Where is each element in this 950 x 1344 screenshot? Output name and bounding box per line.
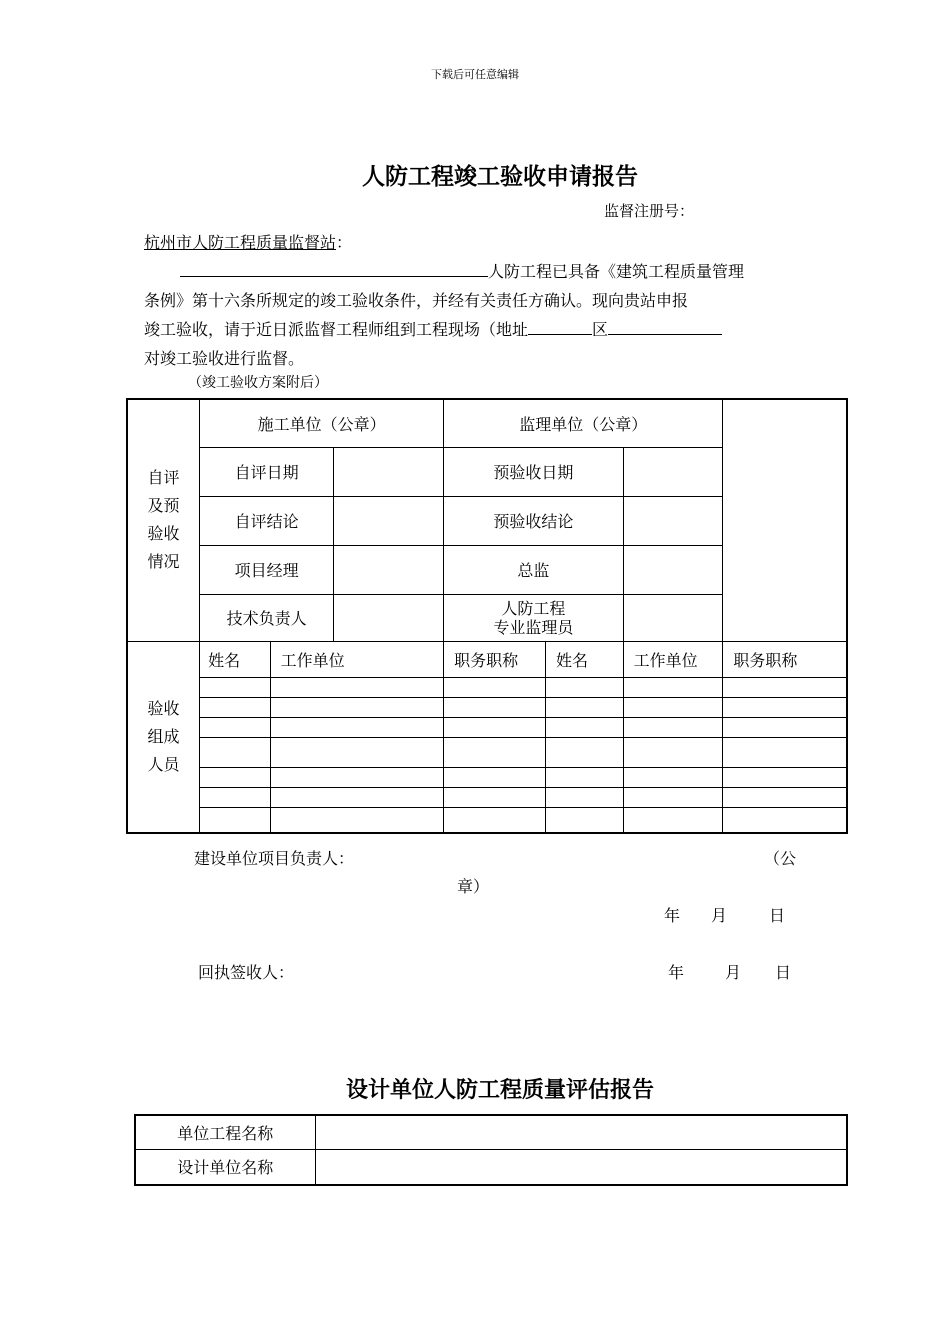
chief-supervisor-label: 总监 (444, 545, 623, 594)
self-eval-date-value[interactable] (334, 447, 444, 496)
design-unit-name-value[interactable] (315, 1149, 847, 1185)
chief-supervisor-value[interactable] (623, 545, 723, 594)
member-row (127, 787, 847, 807)
report2-title: 设计单位人防工程质量评估报告 (345, 1077, 654, 1103)
date1-month: 月 (711, 906, 728, 925)
date2-year: 年 (668, 963, 685, 982)
project-name-value[interactable] (315, 1115, 847, 1149)
member-row (127, 737, 847, 767)
header-note: 下载后可任意编辑 (431, 68, 519, 81)
date2-day: 日 (775, 963, 792, 982)
contractor-seal-header: 施工单位（公章） (200, 399, 444, 447)
district-label: 区 (592, 320, 609, 339)
registration-number-label: 监督注册号： (604, 202, 695, 220)
body-line-3 (144, 317, 722, 340)
technical-lead-value[interactable] (334, 594, 444, 641)
pre-acceptance-conclusion-label: 预验收结论 (444, 496, 623, 545)
member-unit-header-1: 工作单位 (270, 641, 443, 677)
address-blank[interactable] (528, 320, 592, 335)
member-row (127, 767, 847, 787)
acceptance-members-section-label: 验收 组成 人员 (127, 641, 200, 833)
self-eval-conclusion-value[interactable] (334, 496, 444, 545)
project-name-label: 单位工程名称 (135, 1115, 315, 1149)
body-line-1-text: 人防工程已具备《建筑工程质量管理 (488, 262, 745, 281)
design-unit-name-label: 设计单位名称 (135, 1149, 315, 1185)
project-manager-value[interactable] (334, 545, 444, 594)
member-row (127, 677, 847, 697)
pre-acceptance-date-label: 预验收日期 (444, 447, 623, 496)
pre-acceptance-date-value[interactable] (623, 447, 723, 496)
self-eval-date-label: 自评日期 (200, 447, 334, 496)
body-line-4: 对竣工验收进行监督。 (144, 349, 305, 368)
addressee (144, 230, 352, 253)
page-title: 人防工程竣工验收申请报告 (362, 163, 638, 190)
member-row (127, 717, 847, 737)
body-line-3-text: 竣工验收，请于近日派监督工程师组到工程现场（地址 (144, 320, 529, 339)
member-title-header-2: 职务职称 (723, 641, 847, 677)
addressee-colon: ： (336, 233, 353, 252)
receipt-signer-label: 回执签收人： (198, 963, 295, 982)
project-manager-label: 项目经理 (200, 545, 334, 594)
body-line-2: 条例》第十六条所规定的竣工验收条件，并经有关责任方确认。现向贵站申报 (144, 291, 689, 310)
attachment-note: （竣工验收方案附后） (188, 375, 328, 391)
member-row (127, 807, 847, 833)
body-line-1 (180, 259, 744, 282)
self-evaluation-section-label: 自评 及预 验收 情况 (127, 399, 200, 641)
member-row (127, 697, 847, 717)
member-name-header-1: 姓名 (200, 641, 271, 677)
seal-note-part2: 章） (457, 877, 490, 896)
civil-defense-supervisor-label: 人防工程 专业监理员 (444, 594, 623, 641)
seal-note-part1: （公 (764, 849, 797, 868)
design-unit-assessment-table (134, 1114, 848, 1186)
member-unit-header-2: 工作单位 (623, 641, 723, 677)
date2-month: 月 (725, 963, 742, 982)
acceptance-application-table (126, 398, 848, 834)
date1-year: 年 (664, 906, 681, 925)
self-eval-conclusion-label: 自评结论 (200, 496, 334, 545)
district-blank[interactable] (608, 320, 722, 335)
date1-day: 日 (769, 906, 786, 925)
builder-project-lead-label: 建设单位项目负责人： (194, 849, 355, 868)
supervisor-seal-header: 监理单位（公章） (444, 399, 723, 447)
member-title-header-1: 职务职称 (444, 641, 546, 677)
technical-lead-label: 技术负责人 (200, 594, 334, 641)
member-name-header-2: 姓名 (545, 641, 623, 677)
project-name-blank[interactable] (180, 262, 488, 277)
civil-defense-supervisor-value[interactable] (623, 594, 723, 641)
pre-acceptance-conclusion-value[interactable] (623, 496, 723, 545)
addressee-name: 杭州市人防工程质量监督站 (144, 233, 337, 252)
